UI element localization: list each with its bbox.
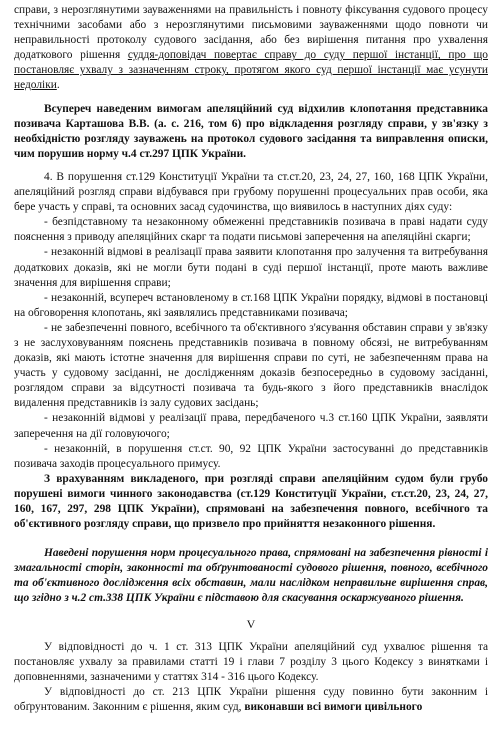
list-item: - не забезпеченні повного, всебічного та об'єктивного з'ясування обставин справи у зв'язку з не заслуховуванням пояснень представників позивача в повному обсязі, не витребуванням доказів, які мають істотне значення для вирішення справи по суті, не забезпеченням права на участь у судовому засіданні, не дослідженням доказів безпосередньо в судовому засіданні, розглядом справи за відсутності позивача та будь-якого з його представників внаслідок видалення представників із залу судових засідань; [14, 321, 488, 410]
paragraph-conclusion: З врахуванням викладеного, при розгляді справи апеляційним судом були грубо порушені вимоги чинного законодавства (ст.129 Конституції України, ст.ст.20, 23, 24, 27, 160, 167, 297, 298 ЦПК України), спрямовані на забезпечення повного, всебічного та об'єктивного розгляду справи, що призвело про прийняття незаконного рішення. [14, 472, 488, 531]
paragraph-point-4: 4. В порушення ст.129 Конституції України та ст.ст.20, 23, 24, 27, 160, 168 ЦПК України, апеляційний розгляд справи відбувався при грубому порушенні процесуальних прав особи, яка бере участь у справі, та основних засад судочинства, що виявилось в наступних діях суду: [14, 170, 488, 214]
paragraph-objection: Всупереч наведеним вимогам апеляційний суд відхилив клопотання представника позивача Карташова В.В. (а. с. 216, том 6) про відкладення розгляду справи, у зв'язку з необхідністю розгляду зауважень на протокол судового засідання та виправлення описки, чим порушив норму ч.4 ст.297 ЦПК України. [14, 102, 488, 160]
list-item: - незаконній відмові в реалізації права заявити клопотання про залучення та витребування додаткових доказів, які не могли бути подані в суді першої інстанції, проте мають важливе значення для вирішення справи; [14, 246, 488, 289]
list-item: - незаконній, в порушення ст.ст. 90, 92 ЦПК України застосуванні до представників позивача заходів процесуального примусу. [14, 442, 488, 470]
violations-list [14, 215, 488, 472]
paragraph-article-313: У відповідності до ч. 1 ст. 313 ЦПК України апеляційний суд ухвалює рішення та постановляє ухвалу за правилами статті 19 і глави 7 розділу 3 цього Кодексу з винятками і доповненнями, зазначеними у статтях 314 - 316 цього Кодексу. [14, 640, 488, 683]
paragraph-article-213: У відповідності до ст. 213 ЦПК України рішення суду повинно бути законним і обґрунтованим. Законним є рішення, яким суд, виконавши всі вимоги цивільного [14, 685, 488, 714]
paragraph-summary: Наведені порушення норм процесуального права, спрямовані на забезпечення рівності і змагальності сторін, законності та обґрунтованості судового рішення, повного, всебічного та об'єктивного дослідження всіх обставин, мали наслідком неправильне вирішення справ, що згідно з ч.2 ст.338 ЦПК України є підставою для скасування оскаржуваного рішення. [14, 547, 488, 605]
list-item: - безпідставному та незаконному обмеженні представників позивача в праві надати суду пояснення з приводу апеляційних скарг та подати письмові заперечення на апеляційні скарги; [14, 216, 488, 244]
list-item: - незаконній відмові у реалізації права, передбаченого ч.3 ст.160 ЦПК України, заявляти заперечення на дії головуючого; [14, 412, 488, 440]
underlined-text: суддя-доповідач повертає справу до суду першої інстанції, про що постановляє ухвалу з зазначенням строку, протягом якого суд першої інстанції має усунути недоліки [14, 49, 488, 92]
section-heading: V [246, 616, 256, 631]
list-item: - незаконній, всупереч встановленому в ст.168 ЦПК України порядку, відмові в постановці на обговорення клопотань, які заявлялись представниками позивача; [14, 291, 488, 319]
paragraph-intro: справи, з нерозглянутими зауваженнями на правильність і повноту фіксування судового процесу технічними засобами або з нерозглянутими письмовими зауваженнями щодо повноти чи неправильності протоколу судового засідання, або без вирішення питання про ухвалення додаткового рішення суддя-доповідач повертає справу до суду першої інстанції, про що постановляє ухвалу з зазначенням строку, протягом якого суд першої інстанції має усунути недоліки. [14, 4, 488, 92]
